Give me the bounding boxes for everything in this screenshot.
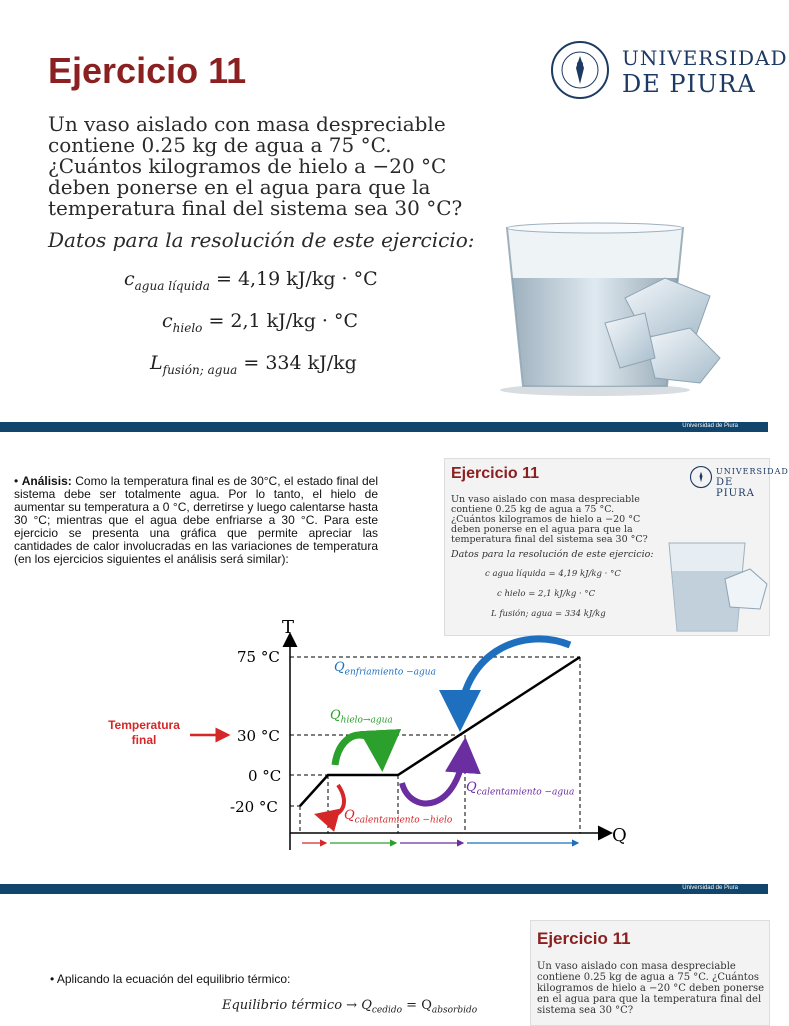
thumbnail-slide bbox=[444, 458, 789, 636]
eq2-sub: hielo bbox=[172, 320, 203, 335]
data-heading: Datos para la resolución de este ejercicio: bbox=[48, 228, 475, 252]
slide-title: Ejercicio 11 bbox=[48, 50, 247, 91]
axis-label-t: T bbox=[282, 617, 295, 638]
thumb-logo bbox=[689, 465, 789, 499]
analysis-text: Como la temperatura final es de 30°C, el estado final del sistema debe ser totalmente agua. Por lo tanto, el hielo de aumentar su temperatura a 0 °C, derretirse y luego calentarse hasta 30 °C; mientras que el agua debe enfriarse a 30 °C. Para este ejercicio se presenta una gráfica que permite apreciar las cantidades de calor involucradas en las variaciones de temperatura (en los ejercicios siguientes el análisis será similar): bbox=[14, 474, 378, 566]
thumb-title: Ejercicio 11 bbox=[451, 465, 540, 482]
footer-band-1 bbox=[0, 422, 768, 432]
logo-line-2: DE PIURA bbox=[622, 70, 756, 98]
university-logo bbox=[548, 38, 788, 103]
band-label-1: Universidad de Piura bbox=[682, 423, 738, 429]
equation-c-hielo bbox=[162, 310, 358, 335]
eq3-var: L bbox=[150, 352, 163, 374]
eq-sub-cedido: cedido bbox=[371, 1005, 403, 1016]
arrow-hielo-agua bbox=[335, 735, 382, 765]
glass-with-ice-image bbox=[495, 218, 730, 398]
equation-l-fusion bbox=[150, 352, 357, 377]
q-cal-hielo-sub: calentamiento −hielo bbox=[354, 815, 453, 826]
seal-icon bbox=[548, 38, 612, 102]
eq-sub-absorbido: absorbido bbox=[431, 1005, 478, 1016]
band-label-2: Universidad de Piura bbox=[682, 885, 738, 891]
thumb-seal-icon bbox=[689, 465, 713, 489]
q-enfriamiento-var: Q bbox=[334, 660, 345, 675]
equilibrium-bullet-text: Aplicando la ecuación del equilibrio térmico: bbox=[56, 972, 291, 986]
arrow-enfriamiento bbox=[460, 639, 570, 725]
eq1-sub: agua líquida bbox=[134, 278, 210, 293]
thumb-eq1: c agua líquida = 4,19 kJ/kg · °C bbox=[485, 569, 621, 579]
label-q-cal-hielo bbox=[344, 808, 452, 826]
eq2-rhs: = 2,1 kJ/kg · °C bbox=[208, 310, 359, 332]
thumb-eq3: L fusión; agua = 334 kJ/kg bbox=[491, 609, 606, 619]
thumbnail-slide-2 bbox=[530, 920, 770, 1026]
q-cal-agua-var: Q bbox=[466, 780, 477, 795]
q-cal-agua-sub: calentamiento −agua bbox=[476, 787, 575, 798]
thumb2-title: Ejercicio 11 bbox=[537, 929, 631, 948]
q-hielo-agua-var: Q bbox=[330, 708, 341, 723]
q-enfriamiento-sub: enfriamiento −agua bbox=[344, 667, 436, 678]
equilibrium-equation bbox=[222, 998, 477, 1016]
thumb-problem: Un vaso aislado con masa despreciable contiene 0.25 kg de agua a 75 °C. ¿Cuántos kilogramos de hielo a −20 °C deben ponerse en el agua para que la temperatura final del sistema sea 30 °C? bbox=[451, 494, 648, 545]
eq1-rhs: = 4,19 kJ/kg · °C bbox=[216, 268, 378, 290]
final-temp-label-2: final bbox=[131, 733, 157, 747]
equation-c-agua bbox=[124, 268, 378, 293]
eq1-var: c bbox=[124, 268, 135, 290]
footer-band-2 bbox=[0, 884, 768, 894]
thumb-eq2: c hielo = 2,1 kJ/kg · °C bbox=[497, 589, 596, 599]
thumb-glass-image bbox=[665, 539, 769, 635]
arrow-cal-hielo bbox=[318, 785, 344, 816]
problem-statement: Un vaso aislado con masa despreciable contiene 0.25 kg de agua a 75 °C. ¿Cuántos kilogramos de hielo a −20 °C deben ponerse en el agua para que la temperatura final del sistema sea 30 °C? bbox=[48, 112, 463, 220]
guide-lines bbox=[290, 657, 580, 833]
q-hielo-agua-sub: hielo→agua bbox=[340, 715, 393, 726]
eq2-var: c bbox=[162, 310, 173, 332]
eq-mid: = Q bbox=[402, 998, 432, 1013]
logo-line-1: UNIVERSIDAD bbox=[622, 46, 788, 70]
analysis-bullet: • Análisis: Como la temperatura final es de 30°C, el estado final del sistema debe ser totalmente agua. Por lo tanto, el hielo de aumentar su temperatura a 0 °C, derretirse y luego calentarse hasta 30 °C; mientras que el agua debe enfriarse a 30 °C. Para este ejercicio se presenta una gráfica que permite apreciar las cantidades de calor involucradas en las variaciones de temperatura (en los ejercicios siguientes el análisis será similar): bbox=[14, 474, 378, 566]
tick-30: 30 °C bbox=[237, 727, 280, 745]
label-q-hielo-agua bbox=[330, 708, 393, 726]
tick-minus-20: -20 °C bbox=[230, 798, 278, 816]
label-q-enfriamiento bbox=[334, 660, 436, 678]
final-temp-label-1: Temperatura bbox=[108, 718, 180, 732]
final-temp-label bbox=[104, 718, 184, 748]
equilibrium-bullet: • Aplicando la ecuación del equilibrio térmico: bbox=[50, 972, 291, 986]
thumb-data-heading: Datos para la resolución de este ejercicio: bbox=[451, 549, 654, 560]
q-cal-hielo-var: Q bbox=[344, 808, 355, 823]
analysis-label: Análisis: bbox=[21, 474, 72, 488]
thumb-logo-line-2: DE PIURA bbox=[716, 477, 755, 499]
axis-label-q: Q bbox=[612, 825, 627, 846]
label-q-cal-agua bbox=[466, 780, 574, 798]
tick-75: 75 °C bbox=[237, 648, 280, 666]
thumb-logo-line-1: UNIVERSIDAD bbox=[716, 467, 789, 476]
thumb2-problem: Un vaso aislado con masa despreciable contiene 0.25 kg de agua a 75 °C. ¿Cuántos kilogramos de hielo a −20 °C deben ponerse en el agua para que la temperatura final del sistema sea 30 °C? bbox=[537, 961, 765, 1016]
eq-lhs: Equilibrio térmico → Q bbox=[222, 998, 372, 1013]
tick-0: 0 °C bbox=[248, 767, 282, 785]
eq3-rhs: = 334 kJ/kg bbox=[243, 352, 357, 374]
eq3-sub: fusión; agua bbox=[162, 362, 238, 377]
